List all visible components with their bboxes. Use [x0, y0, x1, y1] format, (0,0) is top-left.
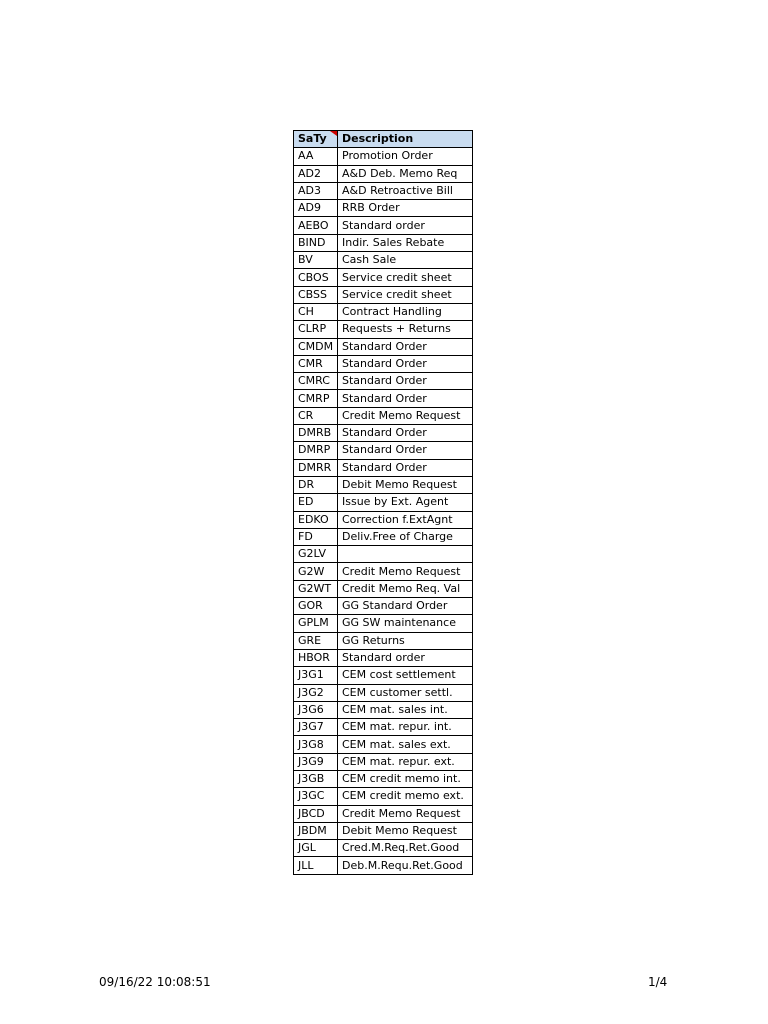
- description-cell: Debit Memo Request: [338, 476, 473, 493]
- table-row: [294, 373, 473, 390]
- table-row: [294, 805, 473, 822]
- description-cell: A&D Deb. Memo Req: [338, 165, 473, 182]
- table-row: [294, 390, 473, 407]
- table-row: [294, 770, 473, 787]
- sales-document-types-table: [293, 130, 473, 875]
- description-cell: Issue by Ext. Agent: [338, 494, 473, 511]
- table-row: [294, 407, 473, 424]
- table-row: [294, 234, 473, 251]
- description-cell: RRB Order: [338, 200, 473, 217]
- saty-cell: DMRR: [294, 459, 338, 476]
- saty-cell: CR: [294, 407, 338, 424]
- description-cell: Service credit sheet: [338, 269, 473, 286]
- table-row: [294, 580, 473, 597]
- description-cell: Standard Order: [338, 373, 473, 390]
- saty-cell: J3G8: [294, 736, 338, 753]
- saty-cell: GRE: [294, 632, 338, 649]
- table-row: [294, 615, 473, 632]
- table-row: [294, 528, 473, 545]
- saty-cell: FD: [294, 528, 338, 545]
- saty-cell: J3G2: [294, 684, 338, 701]
- saty-cell: HBOR: [294, 649, 338, 666]
- saty-cell: AD2: [294, 165, 338, 182]
- table-row: [294, 269, 473, 286]
- saty-cell: EDKO: [294, 511, 338, 528]
- table-row: [294, 632, 473, 649]
- table-row: [294, 459, 473, 476]
- description-cell: Credit Memo Request: [338, 407, 473, 424]
- saty-cell: AA: [294, 148, 338, 165]
- table-row: [294, 286, 473, 303]
- table-row: [294, 736, 473, 753]
- table-row: [294, 840, 473, 857]
- saty-cell: JLL: [294, 857, 338, 874]
- description-cell: GG Returns: [338, 632, 473, 649]
- description-cell: CEM cost settlement: [338, 667, 473, 684]
- saty-cell: J3GB: [294, 770, 338, 787]
- table-row: [294, 788, 473, 805]
- table-row: [294, 822, 473, 839]
- saty-cell: JBDM: [294, 822, 338, 839]
- page-number: 1/4: [648, 975, 668, 989]
- table-row: [294, 598, 473, 615]
- description-cell: A&D Retroactive Bill: [338, 182, 473, 199]
- saty-cell: CBSS: [294, 286, 338, 303]
- table-header-row: [294, 131, 473, 148]
- table-row: [294, 857, 473, 874]
- comment-indicator-icon: [330, 131, 337, 136]
- description-cell: GG Standard Order: [338, 598, 473, 615]
- table-row: [294, 148, 473, 165]
- saty-cell: GOR: [294, 598, 338, 615]
- column-header-description: Description: [338, 131, 473, 148]
- table-row: [294, 511, 473, 528]
- table-row: [294, 494, 473, 511]
- saty-cell: CLRP: [294, 321, 338, 338]
- saty-cell: DMRP: [294, 442, 338, 459]
- description-cell: Service credit sheet: [338, 286, 473, 303]
- description-cell: Deb.M.Requ.Ret.Good: [338, 857, 473, 874]
- description-cell: CEM mat. repur. ext.: [338, 753, 473, 770]
- table-row: [294, 563, 473, 580]
- description-cell: Standard Order: [338, 459, 473, 476]
- column-header-saty-label: SaTy: [298, 132, 327, 146]
- description-cell: Cred.M.Req.Ret.Good: [338, 840, 473, 857]
- description-cell: Standard order: [338, 217, 473, 234]
- description-cell: Standard Order: [338, 442, 473, 459]
- table-row: [294, 165, 473, 182]
- saty-cell: CMDM: [294, 338, 338, 355]
- table-row: [294, 684, 473, 701]
- table-row: [294, 338, 473, 355]
- description-cell: Standard Order: [338, 355, 473, 372]
- table-row: [294, 252, 473, 269]
- saty-cell: AD3: [294, 182, 338, 199]
- description-cell: Standard Order: [338, 338, 473, 355]
- description-cell: Credit Memo Req. Val: [338, 580, 473, 597]
- table-row: [294, 546, 473, 563]
- saty-cell: JBCD: [294, 805, 338, 822]
- table-body: [294, 148, 473, 874]
- saty-cell: J3G7: [294, 719, 338, 736]
- saty-cell: CMRC: [294, 373, 338, 390]
- description-cell: [338, 546, 473, 563]
- description-cell: Cash Sale: [338, 252, 473, 269]
- saty-cell: CMR: [294, 355, 338, 372]
- description-cell: Deliv.Free of Charge: [338, 528, 473, 545]
- saty-cell: GPLM: [294, 615, 338, 632]
- table-row: [294, 355, 473, 372]
- description-cell: CEM credit memo ext.: [338, 788, 473, 805]
- column-header-saty: [294, 131, 338, 148]
- description-cell: Promotion Order: [338, 148, 473, 165]
- saty-cell: ED: [294, 494, 338, 511]
- saty-cell: JGL: [294, 840, 338, 857]
- table-row: [294, 753, 473, 770]
- saty-cell: AD9: [294, 200, 338, 217]
- table-row: [294, 701, 473, 718]
- table-row: [294, 476, 473, 493]
- description-cell: Indir. Sales Rebate: [338, 234, 473, 251]
- description-cell: Correction f.ExtAgnt: [338, 511, 473, 528]
- description-cell: Standard Order: [338, 425, 473, 442]
- description-cell: Credit Memo Request: [338, 805, 473, 822]
- table-row: [294, 719, 473, 736]
- description-cell: GG SW maintenance: [338, 615, 473, 632]
- description-cell: CEM mat. sales ext.: [338, 736, 473, 753]
- print-timestamp: 09/16/22 10:08:51: [99, 975, 211, 989]
- description-cell: Credit Memo Request: [338, 563, 473, 580]
- table-row: [294, 667, 473, 684]
- table-row: [294, 425, 473, 442]
- description-cell: Requests + Returns: [338, 321, 473, 338]
- saty-cell: DMRB: [294, 425, 338, 442]
- saty-cell: CBOS: [294, 269, 338, 286]
- table-row: [294, 321, 473, 338]
- description-cell: Standard order: [338, 649, 473, 666]
- description-cell: Standard Order: [338, 390, 473, 407]
- saty-cell: J3G9: [294, 753, 338, 770]
- description-cell: CEM mat. sales int.: [338, 701, 473, 718]
- description-cell: Debit Memo Request: [338, 822, 473, 839]
- saty-cell: G2WT: [294, 580, 338, 597]
- table-row: [294, 217, 473, 234]
- description-cell: Contract Handling: [338, 303, 473, 320]
- saty-cell: AEBO: [294, 217, 338, 234]
- saty-cell: J3GC: [294, 788, 338, 805]
- saty-cell: G2W: [294, 563, 338, 580]
- table-row: [294, 182, 473, 199]
- saty-cell: J3G1: [294, 667, 338, 684]
- saty-cell: BV: [294, 252, 338, 269]
- table-row: [294, 442, 473, 459]
- saty-cell: J3G6: [294, 701, 338, 718]
- table-row: [294, 649, 473, 666]
- saty-cell: DR: [294, 476, 338, 493]
- saty-cell: BIND: [294, 234, 338, 251]
- description-cell: CEM credit memo int.: [338, 770, 473, 787]
- table-row: [294, 303, 473, 320]
- saty-cell: G2LV: [294, 546, 338, 563]
- description-cell: CEM mat. repur. int.: [338, 719, 473, 736]
- saty-cell: CMRP: [294, 390, 338, 407]
- saty-cell: CH: [294, 303, 338, 320]
- table-row: [294, 200, 473, 217]
- description-cell: CEM customer settl.: [338, 684, 473, 701]
